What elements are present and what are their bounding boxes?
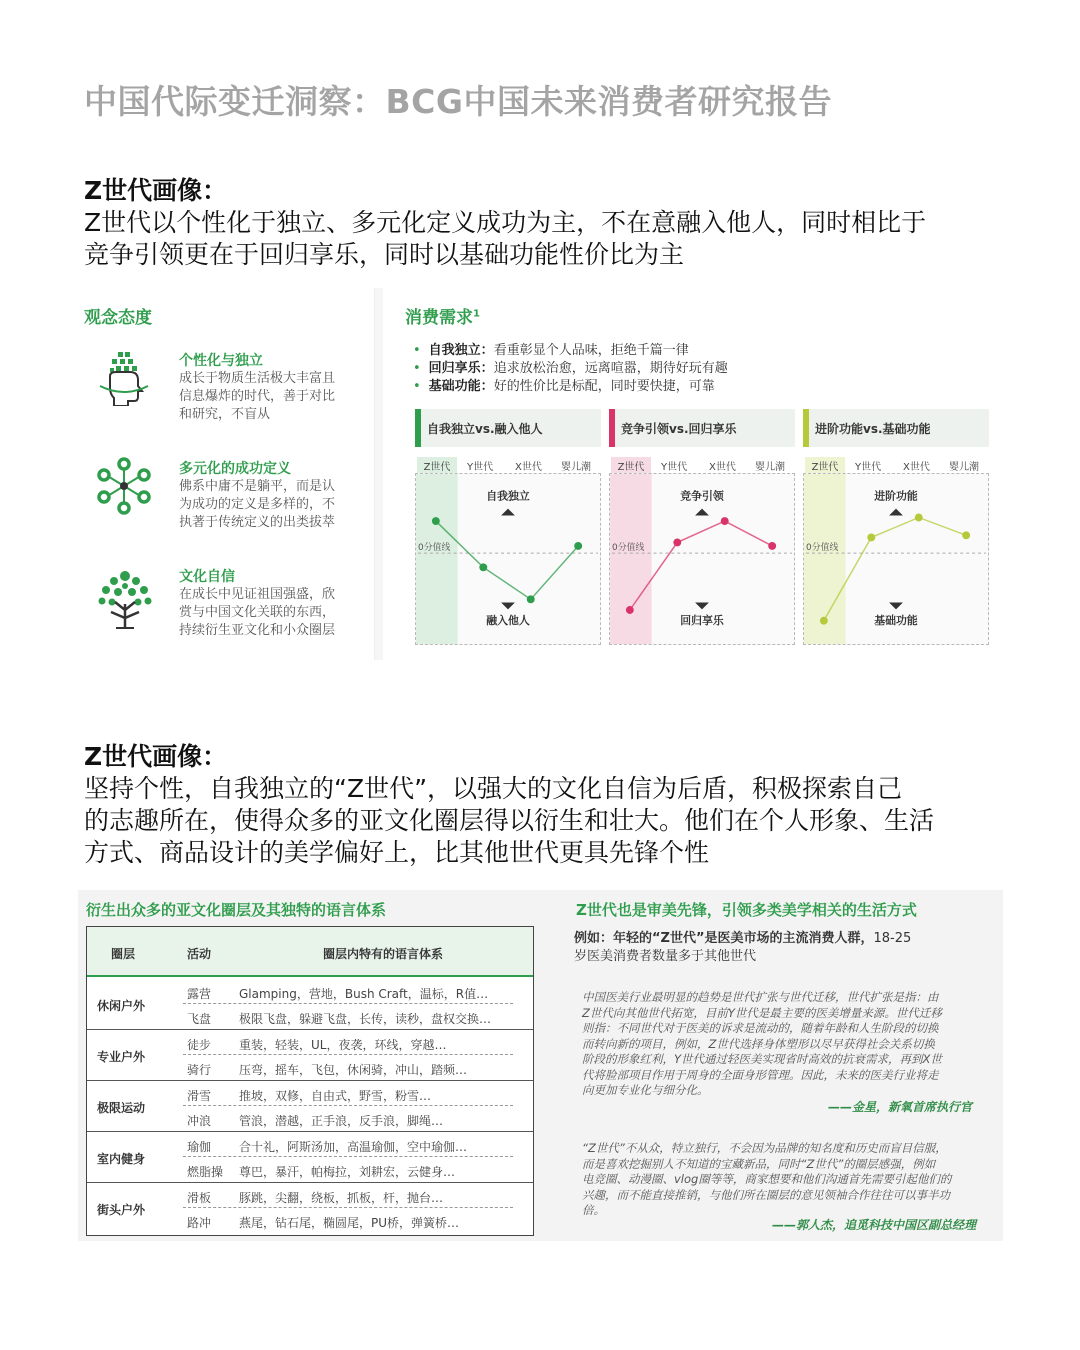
chart-title-bar <box>415 409 601 447</box>
down-arrow-icon <box>889 602 903 609</box>
quote-line: Z世代向其他世代拓宽，目前Y世代是最主要的医美增量来源。世代迁移 <box>582 1005 942 1020</box>
consumption-title-text: 消费需求 <box>405 308 473 328</box>
quote-line: 阶段的形象红利，Y世代通过轻医美实现省时高效的抗衰需求，再到X世 <box>582 1052 942 1066</box>
bullet-label: 回归享乐： <box>428 361 494 376</box>
data-point <box>626 606 634 614</box>
attitude-desc-line: 在成长中见证祖国强盛，欣 <box>179 587 336 602</box>
table-header <box>87 927 533 977</box>
chart-bottom-label: 融入他人 <box>486 614 530 628</box>
language-cell: 推坡，双修，自由式，野雪，粉雪… <box>239 1089 432 1103</box>
activity-cell: 徒步 <box>187 1038 212 1052</box>
up-arrow-icon <box>889 509 903 516</box>
section1-heading: Z世代画像： <box>84 176 228 205</box>
section2-heading: Z世代画像： <box>84 742 228 771</box>
activity-cell: 瑜伽 <box>187 1140 212 1154</box>
zero-line-label: 0分值线 <box>806 543 839 554</box>
chart-title: 竞争引领vs.回归享乐 <box>621 422 737 436</box>
aesthetics-example <box>574 930 994 966</box>
data-point <box>574 542 582 550</box>
attitude-title: 多元化的成功定义 <box>179 461 291 477</box>
aesthetics-title: Z世代也是审美先锋，引领多类美学相关的生活方式 <box>576 901 917 919</box>
generation-labels <box>415 457 601 473</box>
subculture-title: 衍生出众多的亚文化圈层及其独特的语言体系 <box>86 901 387 919</box>
quote-line: 电竞圈、动漫圈、vlog圈等等，商家想要和他们沟通首先需要引起他们的 <box>582 1172 952 1186</box>
generation-labels <box>609 457 795 473</box>
z-generation-highlight <box>610 474 652 644</box>
gen-label: 婴儿潮 <box>755 462 785 473</box>
table-row <box>183 1157 513 1182</box>
table-row <box>183 1004 513 1029</box>
table-group <box>87 1132 533 1183</box>
attribution: ——金星，新氧首席执行官 <box>828 1100 973 1114</box>
example-bold: 例如：年轻的“Z世代”是医美市场的主流消费人群， <box>574 931 874 946</box>
attitude-desc-line: 和研究，不盲从 <box>179 407 271 422</box>
gen-label: Z世代 <box>417 457 457 473</box>
quote-line: 而转向新的项目，例如，Z世代选择身体塑形以尽早获得社会关系切换 <box>582 1036 935 1051</box>
section1-heading-block <box>84 175 1004 271</box>
data-point <box>479 563 487 571</box>
gen-label: Z世代 <box>805 457 845 473</box>
quote-line: 倍。 <box>582 1203 605 1217</box>
subculture-panel <box>78 890 1003 1241</box>
subculture-table <box>86 926 534 1236</box>
section2-body-line: 的志趣所在，使得众多的亚文化圈层得以衍生和壮大。他们在个人形象、生活 <box>84 806 935 835</box>
quote-line: 而是喜欢挖掘别人不知道的宝藏新品，同时“Z世代”的圈层感强，例如 <box>582 1156 936 1171</box>
footnote-marker: 1 <box>473 308 480 320</box>
down-arrow-icon <box>501 602 515 609</box>
attitude-title: 文化自信 <box>179 569 235 585</box>
activity-cell: 燃脂操 <box>187 1165 224 1179</box>
attitudes-title: 观念态度 <box>84 308 152 328</box>
attitude-desc-line: 执著于传统定义的出类拔萃 <box>179 515 336 530</box>
attitude-desc-line: 信息爆炸的时代，善于对比 <box>179 389 336 404</box>
up-arrow-icon <box>501 509 515 516</box>
quote-jinxing <box>582 990 992 1099</box>
chart-top-label: 竞争引领 <box>680 489 724 503</box>
consumption-bullets <box>413 342 993 396</box>
activity-cell: 滑雪 <box>187 1089 212 1103</box>
chart-card <box>415 409 601 645</box>
data-point <box>673 538 681 546</box>
gen-label: 婴儿潮 <box>949 462 979 473</box>
chart-bottom-label: 回归享乐 <box>680 614 724 628</box>
gen-label: X世代 <box>515 462 542 473</box>
chart-card <box>609 409 795 645</box>
group-name: 休闲户外 <box>97 999 146 1013</box>
line-chart <box>609 473 795 645</box>
language-cell: 豚跳，尖翻，绕板，抓板，杆，抛台… <box>239 1191 444 1205</box>
section1-body-line: Z世代以个性化于独立、多元化定义成功为主，不在意融入他人，同时相比于 <box>84 208 927 237</box>
attribution: ——郭人杰，追觅科技中国区副总经理 <box>772 1218 977 1232</box>
language-cell: Glamping，营地，Bush Craft，温标，R值… <box>239 987 489 1001</box>
table-row <box>183 979 513 1004</box>
table-row <box>183 1055 513 1080</box>
activity-cell: 露营 <box>187 987 212 1001</box>
down-arrow-icon <box>695 602 709 609</box>
group-name: 室内健身 <box>97 1152 146 1166</box>
data-point <box>768 542 776 550</box>
data-point <box>867 534 875 542</box>
example-tail: 18-25 <box>873 931 912 946</box>
group-name: 街头户外 <box>97 1203 146 1217</box>
consumption-column <box>383 288 1003 660</box>
zero-line-label: 0分值线 <box>418 543 451 554</box>
gen-label: Z世代 <box>611 457 651 473</box>
quote-line: 中国医美行业最明显的趋势是世代扩张与世代迁移，世代扩张是指：由 <box>582 990 939 1004</box>
quote-line: 代将脸部项目作用于周身的全面身形管理。因此，未来的医美行业将走 <box>582 1067 939 1082</box>
column-header: 圈层 <box>111 947 136 961</box>
table-row <box>183 1132 513 1157</box>
section2-heading-block <box>84 741 1004 869</box>
line-chart <box>415 473 601 645</box>
bullet-text: 追求放松治愈，远离喧嚣，期待好玩有趣 <box>493 361 728 376</box>
column-header: 活动 <box>187 947 212 961</box>
quote-line: 则指：不同世代对于医美的诉求是流动的，随着年龄和人生阶段的切换 <box>582 1021 939 1035</box>
generation-labels <box>803 457 989 473</box>
table-row <box>183 1208 513 1233</box>
tree-icon <box>94 566 156 630</box>
chart-top-label: 自我独立 <box>486 489 530 503</box>
network-icon <box>94 456 154 516</box>
bullet-item: • 自我独立：看重彰显个人品味，拒绝千篇一律 <box>413 343 689 358</box>
attitude-desc-line: 成长于物质生活极大丰富且 <box>179 371 336 386</box>
chart-title-bar <box>609 409 795 447</box>
language-cell: 管浪，潜越，正手浪，反手浪，脚绳… <box>239 1114 444 1128</box>
data-point <box>432 517 440 525</box>
activity-cell: 飞盘 <box>187 1012 212 1026</box>
activity-cell: 骑行 <box>187 1063 212 1077</box>
quote-line: 兴趣，而不能直接推销，与他们所在圈层的意见领袖合作往往可以事半功 <box>582 1187 950 1202</box>
gen-z-profile-panel <box>78 288 1003 660</box>
table-row <box>183 1030 513 1055</box>
attitude-desc <box>179 478 369 532</box>
attitude-desc-line: 赏与中国文化关联的东西， <box>179 605 336 620</box>
attitude-desc <box>179 586 369 640</box>
chart-card <box>803 409 989 645</box>
attitude-desc-line: 为成功的定义是多样的，不 <box>179 497 336 512</box>
language-cell: 燕尾，钻石尾，椭圆尾，PU桥，弹簧桥… <box>239 1216 460 1230</box>
chart-title-bar <box>803 409 989 447</box>
table-group <box>87 979 533 1030</box>
table-row <box>183 1081 513 1106</box>
up-arrow-icon <box>695 509 709 516</box>
quote-line: “Z世代”不从众，特立独行，不会因为品牌的知名度和历史而盲目信服， <box>582 1141 947 1155</box>
chart-top-label: 进阶功能 <box>874 489 918 503</box>
activity-cell: 滑板 <box>187 1191 212 1205</box>
gen-label: Y世代 <box>467 462 494 473</box>
group-name: 极限运动 <box>97 1101 146 1115</box>
bullet-item: • 基础功能：好的性价比是标配，同时要快捷，可靠 <box>413 379 715 394</box>
quote-line: 向更加专业化与细分化。 <box>582 1083 709 1097</box>
gen-label: Y世代 <box>855 462 882 473</box>
head-pixel-icon <box>96 350 152 406</box>
activity-cell: 路冲 <box>187 1216 212 1230</box>
table-row <box>183 1183 513 1208</box>
attitude-desc-line: 佛系中庸不是躺平，而是认 <box>179 479 336 494</box>
gen-label: X世代 <box>903 462 930 473</box>
section2-body-line: 方式、商品设计的美学偏好上，比其他世代更具先锋个性 <box>84 838 710 867</box>
attitudes-column <box>78 288 375 660</box>
zero-line-label: 0分值线 <box>612 543 645 554</box>
z-generation-highlight <box>416 474 458 644</box>
consumption-title <box>405 303 480 328</box>
gen-label: 婴儿潮 <box>561 462 591 473</box>
line-chart <box>803 473 989 645</box>
bullet-label: 基础功能： <box>428 379 494 394</box>
page-title: 中国代际变迁洞察：BCG中国未来消费者研究报告 <box>84 82 832 121</box>
data-point <box>820 617 828 625</box>
bullet-text: 看重彰显个人品味，拒绝千篇一律 <box>493 343 689 358</box>
language-cell: 合十礼，阿斯汤加，高温瑜伽，空中瑜伽… <box>239 1140 468 1154</box>
section1-body-line: 竞争引领更在于回归享乐，同时以基础功能性价比为主 <box>84 240 685 269</box>
data-point <box>915 514 923 522</box>
bullet-text: 好的性价比是标配，同时要快捷，可靠 <box>493 379 715 394</box>
data-point <box>721 517 729 525</box>
bullet-label: 自我独立： <box>428 343 494 358</box>
language-cell: 尊巴，暴汗，帕梅拉，刘耕宏，云健身… <box>239 1165 456 1179</box>
table-group <box>87 1183 533 1234</box>
activity-cell: 冲浪 <box>187 1114 212 1128</box>
language-cell: 极限飞盘，躲避飞盘，长传，读秒，盘权交换… <box>239 1012 492 1026</box>
quote-guorenjie <box>582 1141 996 1219</box>
data-point <box>527 595 535 603</box>
language-cell: 压弯，摇车，飞包，休闲骑，冲山，踏频… <box>239 1063 468 1077</box>
gen-label: Y世代 <box>661 462 688 473</box>
language-cell: 重装，轻装，UL，夜袭，环线，穿越… <box>239 1038 447 1052</box>
chart-bottom-label: 基础功能 <box>874 614 918 628</box>
section2-body-line: 坚持个性，自我独立的“Z世代”，以强大的文化自信为后盾，积极探索自己 <box>84 774 903 803</box>
gen-label: X世代 <box>709 462 736 473</box>
attitude-desc <box>179 370 369 424</box>
data-point <box>962 531 970 539</box>
table-group <box>87 1081 533 1132</box>
column-header: 圈层内特有的语言体系 <box>323 947 444 961</box>
chart-title: 进阶功能vs.基础功能 <box>815 422 931 436</box>
chart-title: 自我独立vs.融入他人 <box>427 422 543 436</box>
bullet-item: • 回归享乐：追求放松治愈，远离喧嚣，期待好玩有趣 <box>413 361 728 376</box>
example-line: 岁医美消费者数量多于其他世代 <box>574 949 757 964</box>
table-group <box>87 1030 533 1081</box>
attitude-desc-line: 持续衍生亚文化和小众圈层 <box>179 623 336 638</box>
table-row <box>183 1106 513 1131</box>
attitude-title: 个性化与独立 <box>179 353 263 369</box>
group-name: 专业户外 <box>97 1050 146 1064</box>
